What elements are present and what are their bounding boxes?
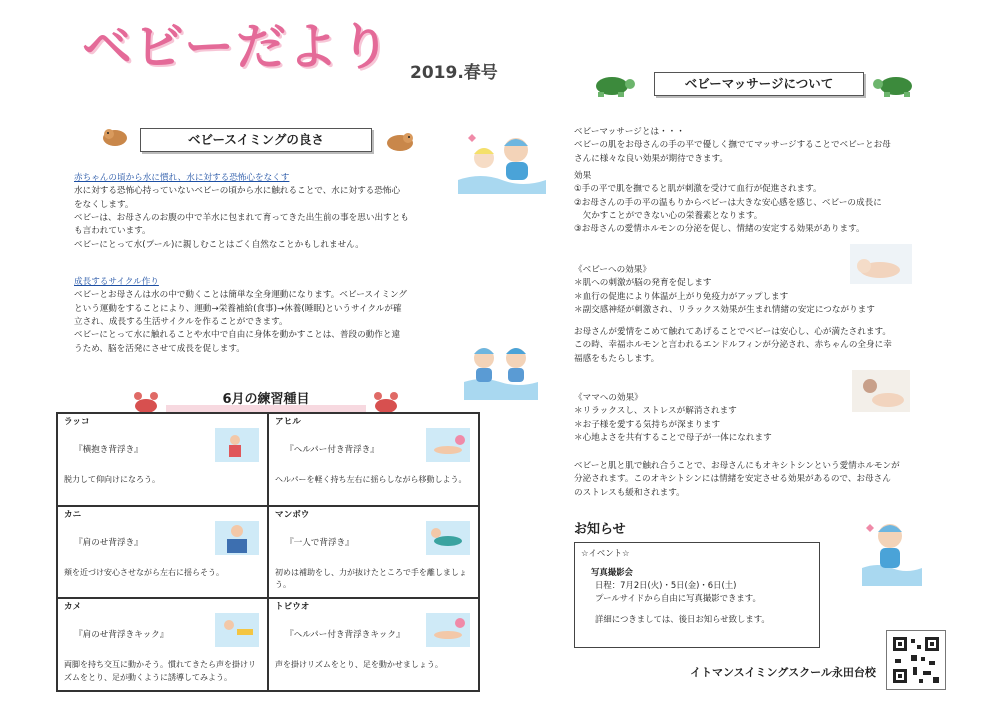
- swimming-heading: ベビースイミングの良さ: [140, 128, 372, 152]
- item-description: ヘルパーを軽く持ち左右に揺らしながら移動しよう。: [275, 475, 467, 484]
- item-name: マンボウ: [275, 509, 310, 520]
- massage-effects: [574, 170, 944, 237]
- practice-item: [57, 413, 268, 506]
- massage-middle-paragraph: [574, 326, 944, 366]
- section-title-cycle: 成長するサイクル作り: [74, 277, 159, 287]
- text-line: うため、脳を活発にさせて成長を促します。: [74, 343, 245, 354]
- text-line: ベビーは、お母さんのお腹の中で羊水に包まれて育ってきた出生前の事を思い出すとも: [74, 212, 409, 223]
- practice-item: [57, 598, 268, 691]
- item-description: 声を掛けリズムをとり、足を動かせましょう。: [275, 660, 443, 670]
- text-line: ベビーにとって水(プール)に親しむことはごく自然なことかもしれません。: [74, 239, 364, 250]
- item-name: トビウオ: [275, 602, 310, 613]
- effect-line: ＊リラックスし、ストレスが解消されます: [574, 406, 737, 417]
- issue-label: 2019.春号: [410, 63, 498, 83]
- text-line: ベビーとお母さんは水の中で動くことは簡単な全身運動になります。ベビースイミング: [74, 290, 408, 301]
- practice-item: [268, 413, 479, 506]
- otter-icon: [384, 128, 416, 154]
- item-technique: 『肩のせ背浮きキック』: [74, 630, 169, 641]
- event-detail: 詳細につきましては、後日お知らせ致します。: [595, 614, 770, 625]
- practice-photo: [215, 613, 259, 647]
- effect-line: ①手の平で肌を撫でると肌が刺激を受けて血行が促進されます。: [574, 184, 822, 195]
- item-name: カメ: [64, 602, 82, 613]
- item-description: 頬を近づけ安心させながら左右に揺らそう。: [64, 567, 224, 577]
- practice-photo: [426, 521, 470, 555]
- practice-item: [268, 506, 479, 599]
- practice-table: [56, 412, 480, 692]
- item-name: カニ: [64, 509, 82, 520]
- text-line: のストレスも緩和されます。: [574, 487, 685, 498]
- massage-heading: ベビーマッサージについて: [654, 72, 864, 96]
- text-line: をなくします。: [74, 199, 134, 210]
- practice-photo: [215, 428, 259, 462]
- effect-line: ＊副交感神経が刺激され、リラックス効果が生まれ情緒の安定につながります: [574, 304, 875, 315]
- effect-line: ②お母さんの手の平の温もりからベビーは大きな安心感を感じ、ベビーの成長に: [574, 197, 882, 208]
- event-description: プールサイドから自由に写真撮影できます。: [595, 593, 761, 604]
- effect-line: ＊お子様を愛する気持ちが深まります: [574, 419, 721, 430]
- swimmer-illustration: [860, 516, 924, 586]
- text-line: 立され、成長する生活サイクルを作ることができます。: [74, 316, 288, 327]
- effect-line: ③お母さんの愛情ホルモンの分泌を促し、情緒の安定する効果があります。: [574, 224, 865, 235]
- event-name: 写真撮影会: [591, 567, 633, 578]
- practice-photo: [215, 521, 259, 555]
- intro-title: ベビーマッサージとは・・・: [574, 127, 685, 137]
- item-technique: 『一人で背浮き』: [285, 537, 354, 548]
- text-line: この時、幸福ホルモンと言われるエンドルフィンが分泌され、赤ちゃんの全身に幸: [574, 340, 892, 351]
- effect-line: 欠かすことができない心の栄養素となります。: [574, 210, 763, 221]
- baby-effects: [574, 264, 944, 317]
- practice-item: [268, 598, 479, 691]
- text-line: という運動をすることにより、運動→栄養補給(食事)→休養(睡眠)というサイクルが確: [74, 303, 402, 314]
- practice-photo: [426, 613, 470, 647]
- item-technique: 『ヘルパー付き背浮きキック』: [285, 630, 405, 641]
- text-line: 福感をもたらします。: [574, 353, 660, 364]
- text-line: ベビーと肌と肌で触れ合うことで、お母さんにもオキシトシンという愛情ホルモンが: [574, 461, 900, 471]
- turtle-icon: [872, 70, 920, 98]
- item-description: 両脚を持ち交互に動かそう。慣れてきたら声を掛けリズムをとり、足が動くように誘導してみよう。: [64, 660, 256, 683]
- massage-intro: [574, 126, 944, 166]
- swimming-section-1: [74, 172, 454, 252]
- item-technique: 『横抱き背浮き』: [74, 445, 143, 455]
- baby-effects-title: 《ベビーへの効果》: [574, 265, 652, 275]
- text-line: ベビーにとって水に触れることや水中で自由に身体を動かすことは、普段の動作と違: [74, 330, 401, 341]
- qr-code-icon[interactable]: [886, 630, 946, 690]
- text-line: お母さんが愛情をこめて触れてあげることでベビーは安心し、心が満たされます。: [574, 327, 891, 337]
- effect-line: ＊血行の促進により体温が上がり免疫力がアップします: [574, 291, 789, 302]
- item-name: アヒル: [275, 417, 301, 427]
- event-label: ☆イベント☆: [581, 548, 630, 558]
- swimmers-illustration: [462, 338, 540, 400]
- otter-icon: [100, 124, 130, 148]
- swimming-mother-baby-illustration: [456, 128, 548, 194]
- text-line: 分泌されます。このオキシトシンには情緒を安定させる効果があるので、お母さん: [574, 474, 891, 485]
- practice-photo: [426, 428, 470, 462]
- effects-title: 効果: [574, 171, 592, 181]
- mama-effects: [574, 392, 944, 445]
- text-line: も言われています。: [74, 226, 151, 237]
- massage-closing-paragraph: [574, 460, 950, 500]
- text-line: さんに様々な良い効果が期待できます。: [574, 153, 729, 164]
- text-line: 水に対する恐怖心持っていないベビーの頃から水に触れることで、水に対する恐怖心: [74, 186, 401, 197]
- turtle-icon: [588, 70, 636, 98]
- text-line: ベビーの肌をお母さんの手の平で優しく撫でてマッサージすることでベビーとお母: [574, 140, 891, 151]
- practice-item: [57, 506, 268, 599]
- item-technique: 『肩のせ背浮き』: [74, 537, 143, 548]
- effect-line: ＊肌への刺激が脳の発育を促します: [574, 278, 712, 289]
- school-name: イトマンスイミングスクール永田台校: [690, 666, 876, 679]
- mama-effects-title: 《ママへの効果》: [574, 393, 643, 403]
- practice-heading: 6月の練習種目: [166, 388, 366, 412]
- event-date: 日程：7月2日(火)・5日(金)・6日(土): [595, 580, 737, 591]
- item-technique: 『ヘルパー付き背浮き』: [285, 445, 379, 455]
- item-description: 初めは補助をし、力が抜けたところで手を離しましょう。: [275, 567, 467, 590]
- item-description: 脱力して仰向けになろう。: [64, 475, 160, 484]
- swimming-section-2: [74, 276, 454, 356]
- page-title: ベビーだより: [82, 18, 392, 76]
- notice-heading: お知らせ: [574, 522, 626, 537]
- item-name: ラッコ: [64, 417, 90, 427]
- effect-line: ＊心地よさを共有することで母子が一体になれます: [574, 432, 772, 443]
- notice-box: [574, 542, 820, 648]
- section-title-fear: 赤ちゃんの頃から水に慣れ、水に対する恐怖心をなくす: [74, 173, 290, 183]
